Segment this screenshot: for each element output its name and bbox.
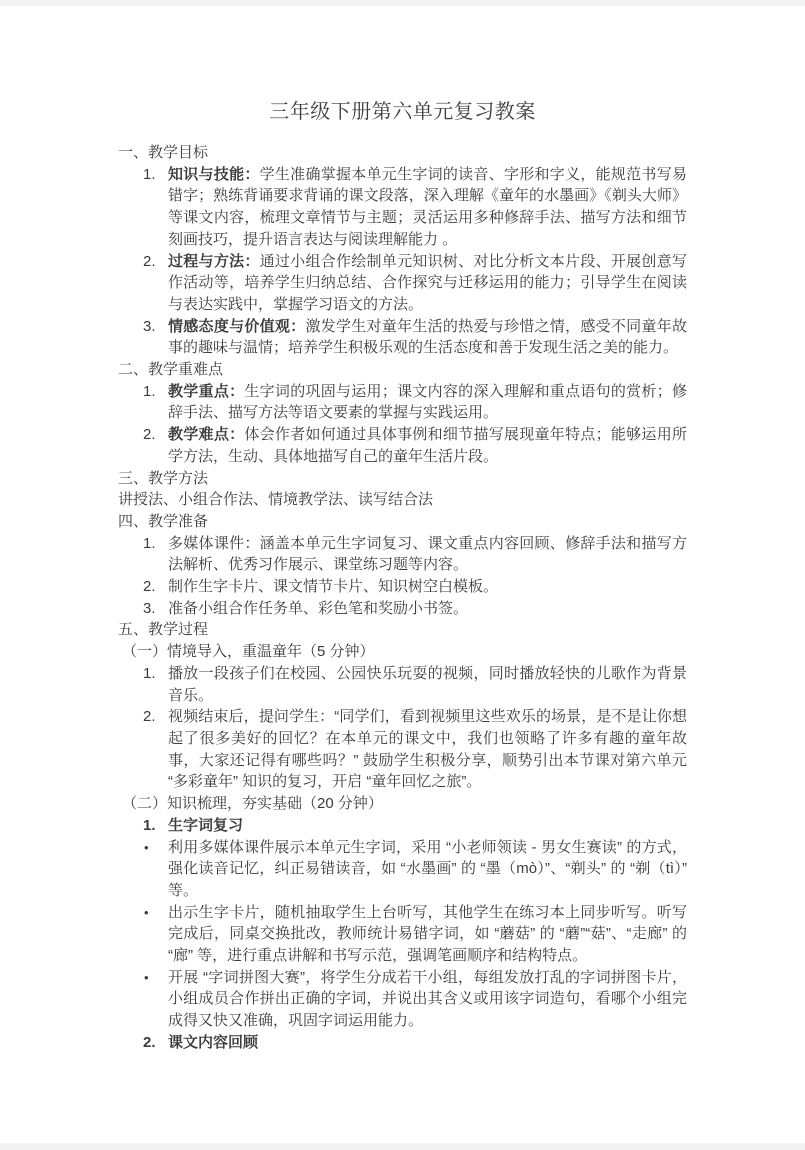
methods-text: 讲授法、小组合作法、情境教学法、读写结合法 bbox=[118, 491, 434, 509]
list-item bbox=[118, 576, 687, 598]
item-text: 准备小组合作任务单、彩色笔和奖励小书签。 bbox=[168, 599, 469, 617]
list-item bbox=[118, 902, 687, 967]
item-label: 情感态度与价值观 bbox=[168, 317, 291, 335]
item-label: 课文内容回顾 bbox=[168, 1033, 259, 1051]
list-number: 3. bbox=[143, 599, 156, 617]
item-label: 教学难点 bbox=[168, 426, 230, 444]
list-number: 2. bbox=[143, 1033, 156, 1051]
list-item bbox=[118, 533, 687, 576]
list-item bbox=[118, 706, 687, 793]
list-number: 1. bbox=[143, 165, 156, 183]
item-text: 利用多媒体课件展示本单元生字词，采用 “小老师领读 - 男女生赛读” 的方式，强化读音记忆，纠正易错读音，如 “水墨画” 的 “墨（mò）”、“剃头” 的 “剃（tì）” 等。 bbox=[168, 838, 687, 899]
list-number: 1. bbox=[143, 816, 156, 834]
section-heading-goals: 一、教学目标 bbox=[118, 144, 209, 161]
item-text: 学生准确掌握本单元生字词的读音、字形和字义，能规范书写易错字；熟练背诵要求背诵的课文段落，深入理解《童年的水墨画》《剃头大师》等课文内容，梳理文章情节与主题；灵活运用多种修辞手法、描写方法和细节刻画技巧，提升语言表达与阅读理解能力 。 bbox=[168, 165, 687, 248]
item-text: 体会作者如何通过具体事例和细节描写展现童年特点；能够运用所学方法，生动、具体地描写自己的童年生活片段。 bbox=[168, 426, 687, 465]
item-text: 生字词的巩固与运用；课文内容的深入理解和重点语句的赏析；修辞手法、描写方法等语文要素的掌握与实践运用。 bbox=[168, 382, 687, 422]
document-body bbox=[118, 142, 687, 1054]
section-heading-methods: 三、教学方法 bbox=[118, 469, 209, 487]
section-heading-preparation: 四、教学准备 bbox=[118, 512, 209, 530]
item-text: 播放一段孩子们在校园、公园快乐玩耍的视频，同时播放轻快的儿歌作为背景音乐。 bbox=[168, 664, 687, 704]
item-label: 知识与技能 bbox=[168, 165, 245, 183]
list-item bbox=[118, 381, 687, 424]
list-number: 2. bbox=[143, 578, 156, 596]
item-text: 多媒体课件：涵盖本单元生字词复习、课文重点内容回顾、修辞手法和描写方法解析、优秀习作展示、课堂练习题等内容。 bbox=[168, 534, 687, 574]
list-number: 2. bbox=[143, 708, 156, 726]
bullet-icon: • bbox=[144, 969, 149, 985]
item-text: 开展 “字词拼图大赛”，将学生分成若干小组，每组发放打乱的字词拼图卡片，小组成员合作拼出正确的字词，并说出其含义或用该字词造句，看哪个小组完成得又快又准确，巩固字词运用能力。 bbox=[168, 968, 687, 1030]
subsection-heading-part2: （二）知识梳理，夯实基础（20 分钟） bbox=[122, 795, 383, 813]
list-item bbox=[118, 663, 687, 706]
list-item bbox=[118, 815, 687, 837]
page-title: 三年级下册第六单元复习教案 bbox=[269, 101, 536, 123]
item-label: 生字词复习 bbox=[168, 816, 244, 834]
list-item bbox=[118, 424, 687, 467]
list-number: 1. bbox=[143, 664, 156, 682]
list-number: 1. bbox=[143, 534, 156, 552]
list-item bbox=[118, 251, 687, 316]
subsection-heading-part1: （一）情境导入，重温童年（5 分钟） bbox=[122, 643, 375, 661]
section-heading-process: 五、教学过程 bbox=[118, 621, 209, 639]
item-text: 视频结束后，提问学生：“同学们，看到视频里这些欢乐的场景，是不是让你想起了很多美好的回忆？在本单元的课文中，我们也领略了许多有趣的童年故事，大家还记得有哪些吗？” 鼓励学生积极分享，顺势引出本节课对第六单元 “多彩童年” 知识的复习，开启 “童年回忆之旅”。 bbox=[168, 708, 687, 791]
list-item bbox=[118, 837, 687, 902]
section-heading-key-points: 二、教学重难点 bbox=[118, 361, 224, 379]
item-text: 激发学生对童年生活的热爱与珍惜之情，感受不同童年故事的趣味与温情；培养学生积极乐观的生活态度和善于发现生活之美的能力。 bbox=[168, 317, 687, 357]
item-colon: ： bbox=[229, 382, 245, 400]
list-item bbox=[118, 316, 687, 359]
item-colon: ： bbox=[290, 317, 306, 335]
item-colon: ： bbox=[229, 426, 245, 444]
item-text: 出示生字卡片，随机抽取学生上台听写，其他学生在练习本上同步听写。听写完成后，同桌交换批改，教师统计易错字词，如 “蘑菇” 的 “蘑”“菇”、“走廊” 的 “廊” 等，进行重点讲解和书写示范，强调笔画顺序和结构特点。 bbox=[168, 903, 687, 965]
bullet-icon: • bbox=[144, 904, 149, 920]
list-item bbox=[118, 164, 687, 251]
list-item bbox=[118, 967, 687, 1032]
bullet-icon: • bbox=[144, 839, 149, 855]
item-label: 教学重点 bbox=[168, 382, 230, 400]
item-text: 制作生字卡片、课文情节卡片、知识树空白模板。 bbox=[168, 578, 499, 596]
item-label: 过程与方法 bbox=[168, 252, 245, 270]
item-colon: ： bbox=[244, 165, 260, 183]
list-number: 2. bbox=[143, 252, 156, 270]
list-number: 2. bbox=[143, 426, 156, 444]
list-item bbox=[118, 1032, 687, 1054]
list-number: 3. bbox=[143, 317, 156, 335]
list-number: 1. bbox=[143, 382, 156, 400]
item-text: 通过小组合作绘制单元知识树、对比分析文本片段、开展创意写作活动等，培养学生归纳总结、合作探究与迁移运用的能力；引导学生在阅读与表达实践中，掌握学习语文的方法。 bbox=[168, 252, 687, 313]
list-item bbox=[118, 598, 687, 620]
document-page bbox=[0, 6, 805, 1143]
page-gap-bottom bbox=[0, 1143, 805, 1150]
item-colon: ： bbox=[244, 252, 260, 270]
